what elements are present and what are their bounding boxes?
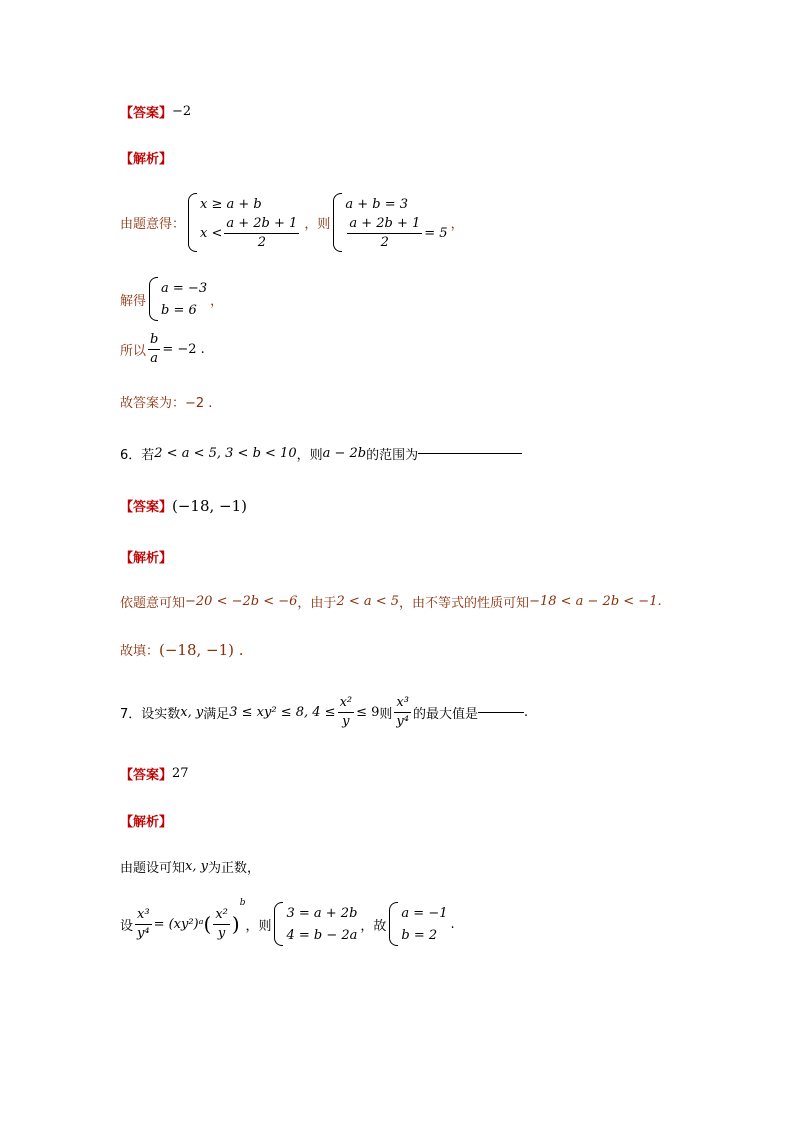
q5-answer-line bbox=[120, 102, 191, 121]
answer-blank[interactable] bbox=[418, 453, 522, 454]
q6-step1: 依题意可知 −20 < −2b < −6 ，由于 2 < a < 5 ，由不等式的性质可知 −18 < a − 2b < −1. bbox=[120, 594, 662, 611]
answer-tag: 【答案】 bbox=[120, 768, 173, 783]
q5-final: 故答案为：−2 . bbox=[120, 396, 213, 411]
analysis-tag-q7: 【解析】 bbox=[120, 815, 173, 830]
analysis-tag-q6: 【解析】 bbox=[120, 551, 173, 566]
q5-answer: −2 bbox=[172, 104, 192, 119]
q7-question: 7．设实数 x, y 满足 3 ≤ xy² ≤ 8, 4 ≤ $\frac{\text{x²}}{y}$ ≤ 9 则 $\frac{\text{x³}}{\text{y⁴}}$ 的最大值是 . bbox=[120, 695, 529, 729]
left-brace-icon bbox=[389, 902, 398, 946]
analysis-tag-q5: 【解析】 bbox=[120, 152, 173, 167]
left-brace-icon bbox=[188, 193, 197, 252]
left-brace-icon bbox=[274, 902, 283, 946]
q6-final: 故填： (−18, −1) . bbox=[120, 640, 244, 659]
q7-answer-line bbox=[120, 764, 189, 783]
q6-answer: (−18, −1) bbox=[172, 496, 248, 515]
q5-step2: 解得 a = −3 b = 6 ， bbox=[120, 277, 223, 321]
q7-system-b: a = −1 b = 2 bbox=[389, 902, 447, 946]
q5-system-1: x ≥ a + b x < $\frac{a + 2b + 1}{2}$ bbox=[188, 193, 301, 252]
q7-system-a: 3 = a + 2b 4 = b − 2a bbox=[274, 902, 357, 946]
q7-step1: 由题设可知 x, y 为正数， bbox=[120, 859, 260, 876]
answer-blank[interactable] bbox=[478, 712, 524, 713]
left-brace-icon bbox=[149, 277, 158, 321]
answer-tag: 【答案】 bbox=[120, 500, 173, 515]
q5-step1: 由题意得： x ≥ a + b x < $\frac{a + 2b + 1}{2}$ ，则 a + b = 3 $\frac{a + 2b + 1}{2}$ = 5 ， bbox=[120, 193, 464, 252]
q5-step3: 所以 $\frac{b}{a}$ = −2 . bbox=[120, 332, 205, 366]
q7-step2: 设 $\frac{\text{x³}}{\text{y⁴}}$ = (xy²)ᵃ ( $\frac{\text{x²}}{y}$ ) b ，则 3 = a + 2b 4 = b − 2a ，故 a = −1 b = 2 . bbox=[120, 902, 455, 946]
q7-answer: 27 bbox=[172, 766, 189, 781]
q6-answer-line bbox=[120, 496, 247, 515]
left-brace-icon bbox=[333, 193, 342, 252]
q5-solution-system: a = −3 b = 6 bbox=[149, 277, 207, 321]
q6-question: 6．若 2 < a < 5, 3 < b < 10 ，则 a − 2b 的范围为 bbox=[120, 444, 522, 463]
q5-system-2: a + b = 3 $\frac{a + 2b + 1}{2}$ = 5 bbox=[333, 193, 447, 252]
answer-tag: 【答案】 bbox=[120, 106, 173, 121]
